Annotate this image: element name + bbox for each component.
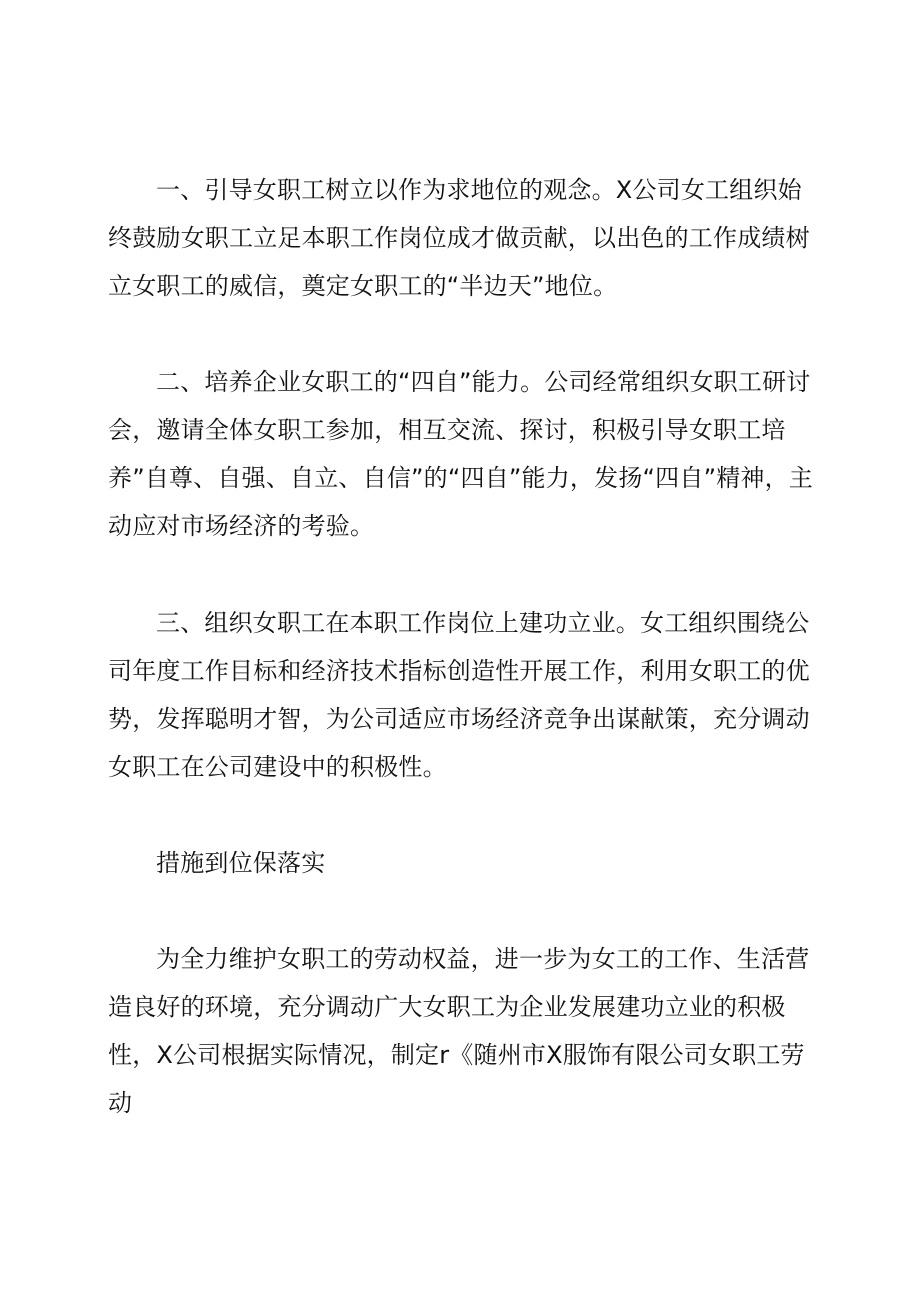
paragraph-labor-rights: 为全力维护女职工的劳动权益，进一步为女工的工作、生活营造良好的环境，充分调动广大女职工为企业发展建功立业的积极性，X公司根据实际情况，制定r《随州市X服饰有限公司女职工劳动 [108, 945, 810, 1117]
paragraph-four-self-ability: 二、培养企业女职工的“四自”能力。公司经常组织女职工研讨会，邀请全体女职工参加，相互交流、探讨，积极引导女职工培养”自尊、自强、自立、自信”的“四自”能力，发扬“四自”精神，主动应对市场经济的考验。 [108, 368, 813, 540]
paragraph-job-achievement: 三、组织女职工在本职工作岗位上建功立业。女工组织围绕公司年度工作目标和经济技术指标创造性开展工作，利用女职工的优势，发挥聪明才智，为公司适应市场经济竞争出谋献策，充分调动女职工在公司建设中的积极性。 [108, 609, 810, 781]
paragraph-guide-status: 一、引导女职工树立以作为求地位的观念。X公司女工组织始终鼓励女职工立足本职工作岗位成才做贡献，以出色的工作成绩树立女职工的威信，奠定女职工的“半边天”地位。 [108, 176, 810, 300]
section-heading-measures: 措施到位保落实 [156, 849, 326, 877]
